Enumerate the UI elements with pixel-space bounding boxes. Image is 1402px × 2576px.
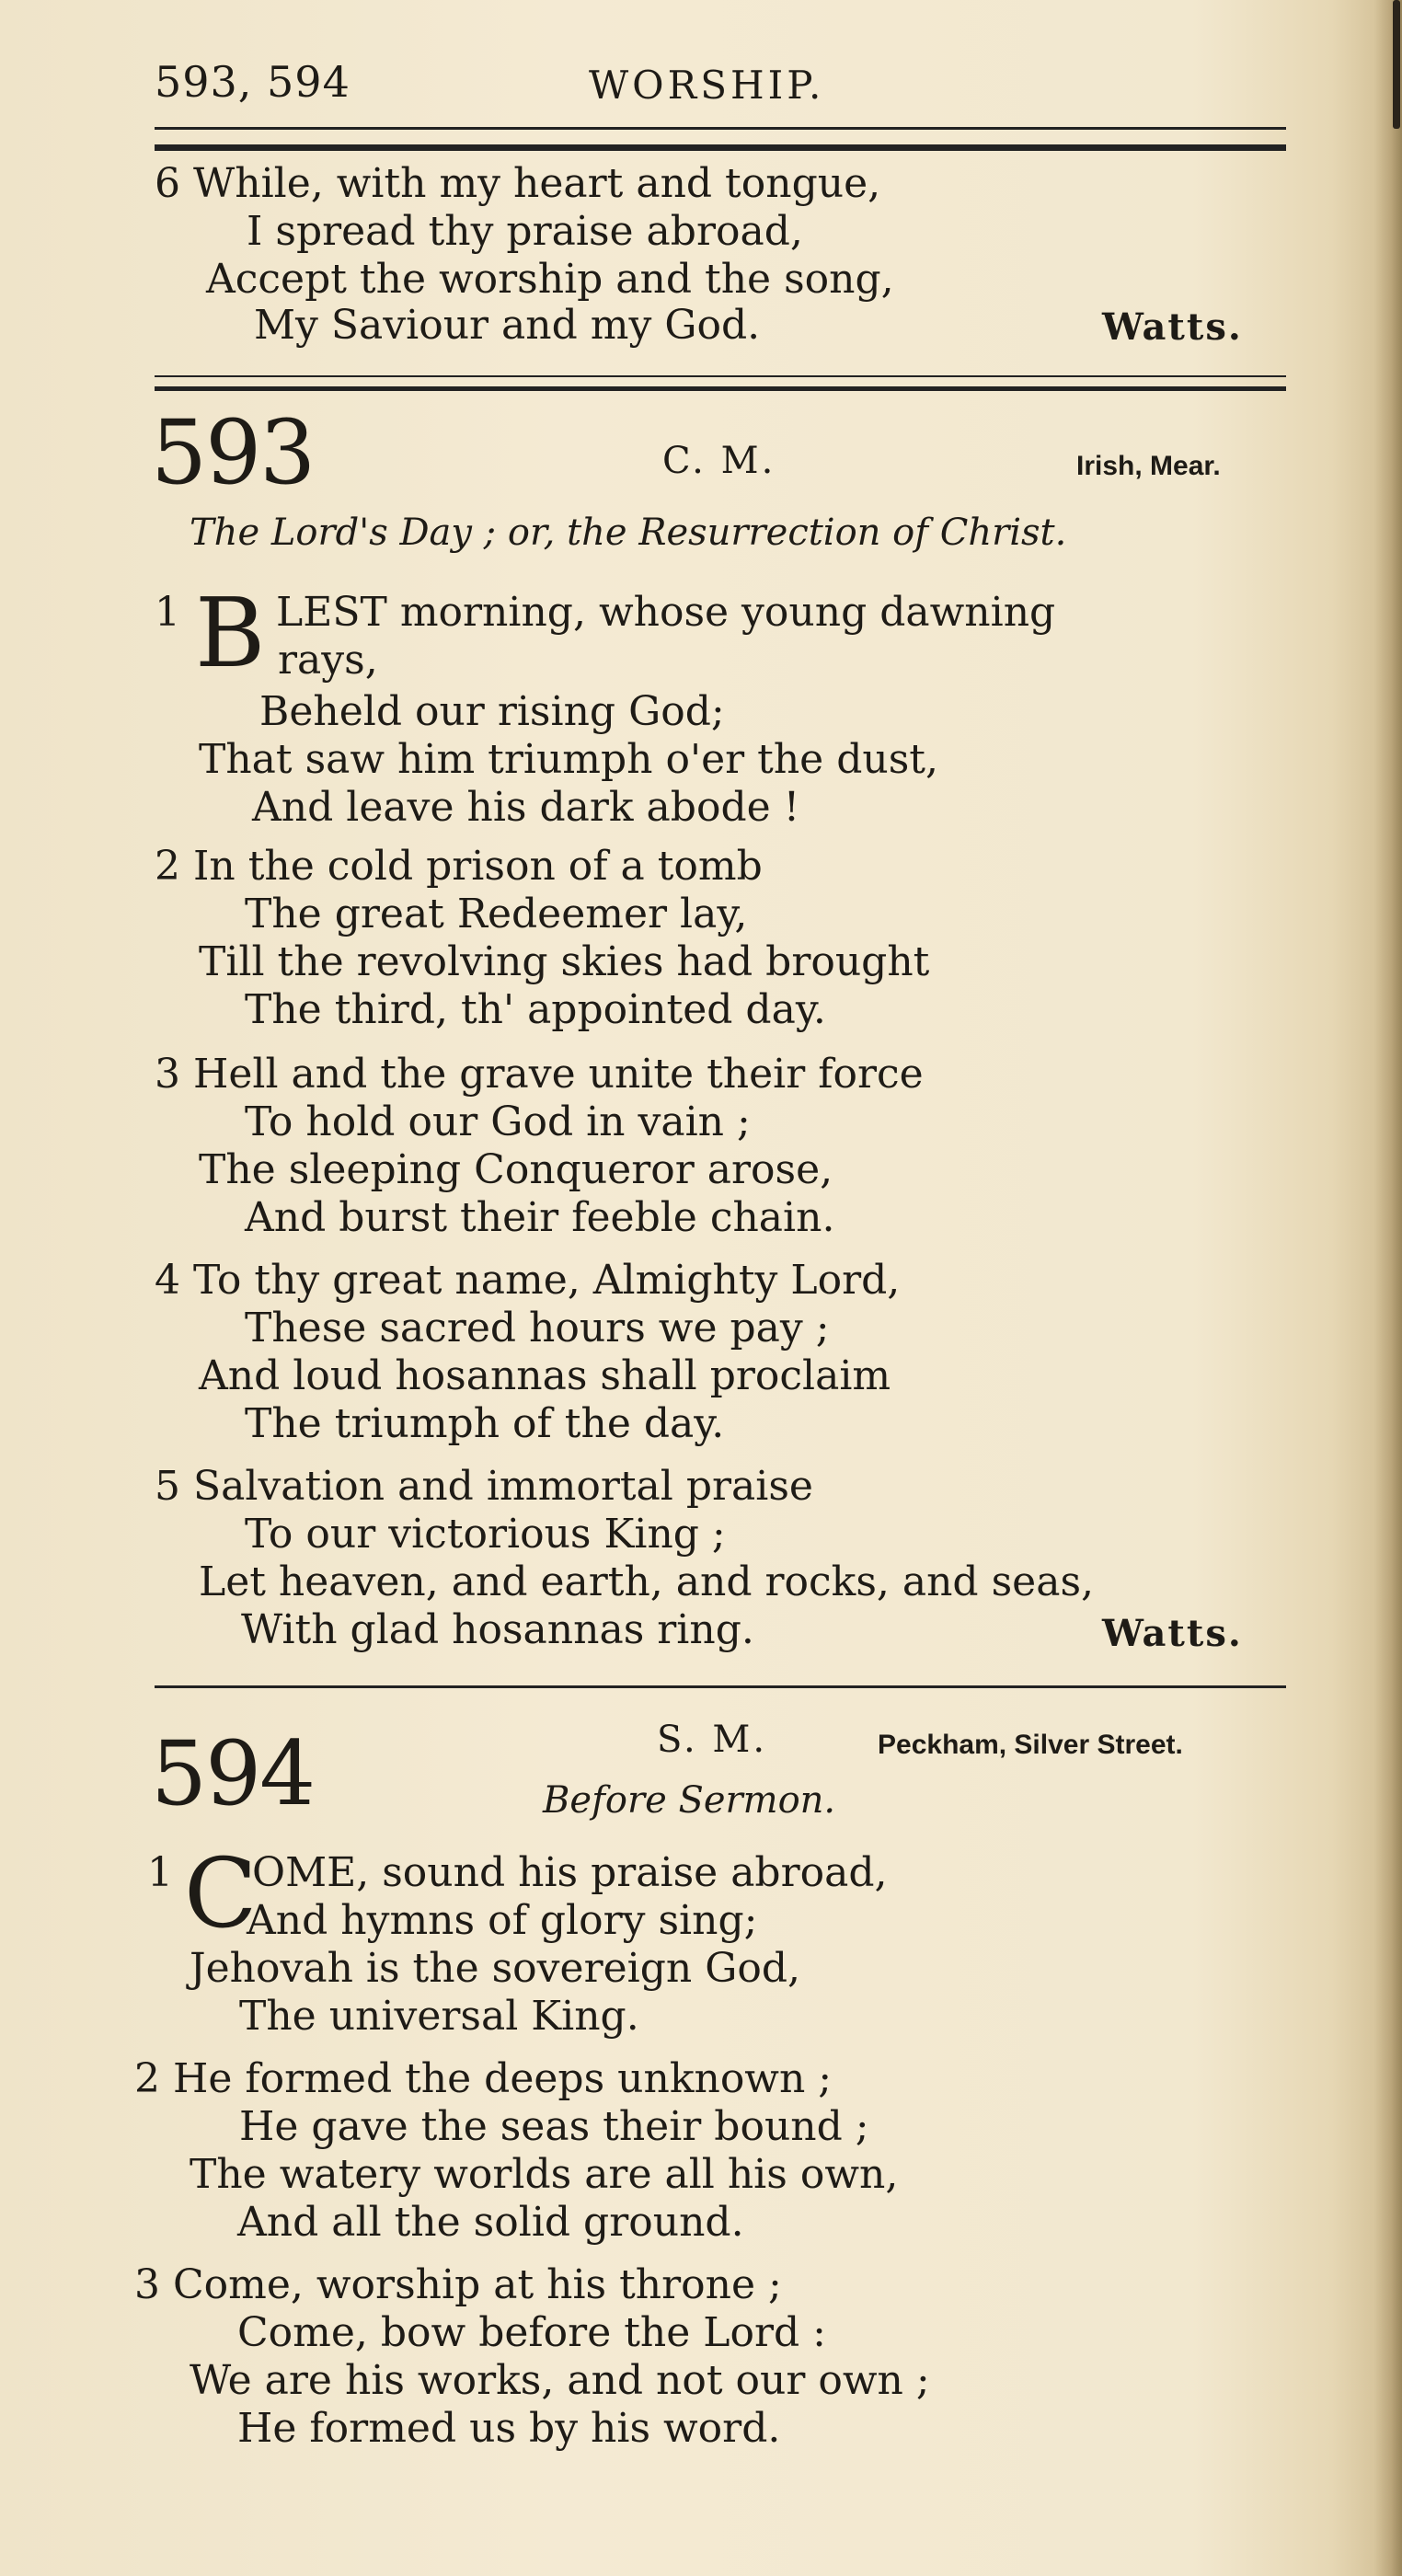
hymn-594-line-1: OME, sound his praise abroad, (252, 1849, 888, 1896)
hymn-594-line-4: The universal King. (239, 1993, 639, 2040)
hymn-594-subtitle: Before Sermon. (543, 1779, 836, 1822)
hymn-separator-1 (155, 375, 1286, 391)
page-edge-mark (1393, 0, 1400, 129)
hymn-593-verse-1-number: 1 (155, 589, 180, 636)
hymn-594-tune: Peckham, Silver Street. (878, 1730, 1183, 1760)
hymn-593-verse-3-line-4: And burst their feeble chain. (245, 1194, 835, 1241)
hymn-593-line-4: And leave his dark abode ! (252, 784, 800, 831)
hymn-593-verse-2-line-1: 2 In the cold prison of a tomb (155, 843, 763, 890)
hymn-593-verse-4-line-4: The triumph of the day. (245, 1400, 725, 1447)
page-header (155, 57, 1286, 121)
hymn-593-attribution: Watts. (1102, 1612, 1243, 1655)
hymn-593-verse-3-line-3: The sleeping Conqueror arose, (199, 1146, 833, 1193)
hymn-593-verse-4-line-2: These sacred hours we pay ; (245, 1305, 830, 1351)
hymn-593-line-1-cont: rays, (278, 637, 378, 684)
hymn-594-verse-3-line-3: We are his works, and not our own ; (190, 2357, 930, 2404)
hymn-593-verse-3-line-2: To hold our God in vain ; (245, 1098, 751, 1145)
prev-verse-line-3: Accept the worship and the song, (206, 256, 894, 303)
hymn-594-verse-2-line-2: He gave the seas their bound ; (239, 2103, 869, 2150)
hymn-593-line-2: Beheld our rising God; (259, 688, 725, 735)
hymn-593-meter: C. M. (662, 440, 776, 482)
hymn-593-drop-cap: B (195, 577, 266, 689)
page-edge-shadow (1374, 0, 1402, 2576)
hymn-593-subtitle: The Lord's Day ; or, the Resurrection of Christ. (190, 512, 1067, 554)
prev-verse-line-2: I spread thy praise abroad, (247, 208, 803, 255)
hymn-594-verse-2-line-1: 2 He formed the deeps unknown ; (134, 2055, 833, 2102)
prev-verse-line-4: My Saviour and my God. (254, 302, 761, 349)
hymn-593-number: 593 (151, 401, 315, 504)
hymn-593-verse-3-line-1: 3 Hell and the grave unite their force (155, 1051, 924, 1098)
hymn-593-verse-2-line-2: The great Redeemer lay, (245, 891, 748, 937)
hymn-separator-2 (155, 1685, 1286, 1688)
header-rule (155, 127, 1286, 151)
hymn-593-verse-4-line-3: And loud hosannas shall proclaim (199, 1352, 891, 1399)
hymn-593-verse-2-line-3: Till the revolving skies had brought (199, 938, 930, 985)
hymn-594-verse-2-line-3: The watery worlds are all his own, (190, 2151, 899, 2198)
running-title: WORSHIP. (589, 63, 825, 108)
hymn-593-line-1: LEST morning, whose young dawning (276, 589, 1056, 636)
hymn-593-tune: Irish, Mear. (1076, 451, 1221, 481)
hymn-593-verse-5-line-3: Let heaven, and earth, and rocks, and seas, (199, 1558, 1095, 1605)
hymn-593-verse-4-line-1: 4 To thy great name, Almighty Lord, (155, 1257, 901, 1304)
hymn-594-drop-cap: C (184, 1837, 258, 1949)
hymn-594-line-3: Jehovah is the sovereign God, (190, 1945, 800, 1992)
hymn-593-verse-5-line-4: With glad hosannas ring. (241, 1606, 754, 1653)
hymn-594-verse-1-number: 1 (147, 1849, 173, 1896)
hymn-594-verse-2-line-4: And all the solid ground. (237, 2199, 744, 2246)
hymn-594-verse-3-line-4: He formed us by his word. (237, 2405, 781, 2452)
hymn-593-verse-5-line-1: 5 Salvation and immortal praise (155, 1463, 813, 1510)
page-numbers: 593, 594 (155, 57, 350, 107)
hymn-594-meter: S. M. (657, 1719, 768, 1761)
hymn-594-number: 594 (151, 1722, 315, 1825)
hymn-593-line-3: That saw him triumph o'er the dust, (199, 736, 938, 783)
hymn-594-line-2: And hymns of glory sing; (247, 1897, 758, 1944)
prev-verse-line-1: 6 While, with my heart and tongue, (155, 160, 881, 207)
hymn-593-verse-2-line-4: The third, th' appointed day. (245, 986, 826, 1033)
prev-hymn-attribution: Watts. (1102, 305, 1243, 349)
hymn-593-verse-5-line-2: To our victorious King ; (245, 1511, 726, 1558)
hymn-594-verse-3-line-2: Come, bow before the Lord : (237, 2309, 826, 2356)
hymn-594-verse-3-line-1: 3 Come, worship at his throne ; (134, 2261, 782, 2308)
